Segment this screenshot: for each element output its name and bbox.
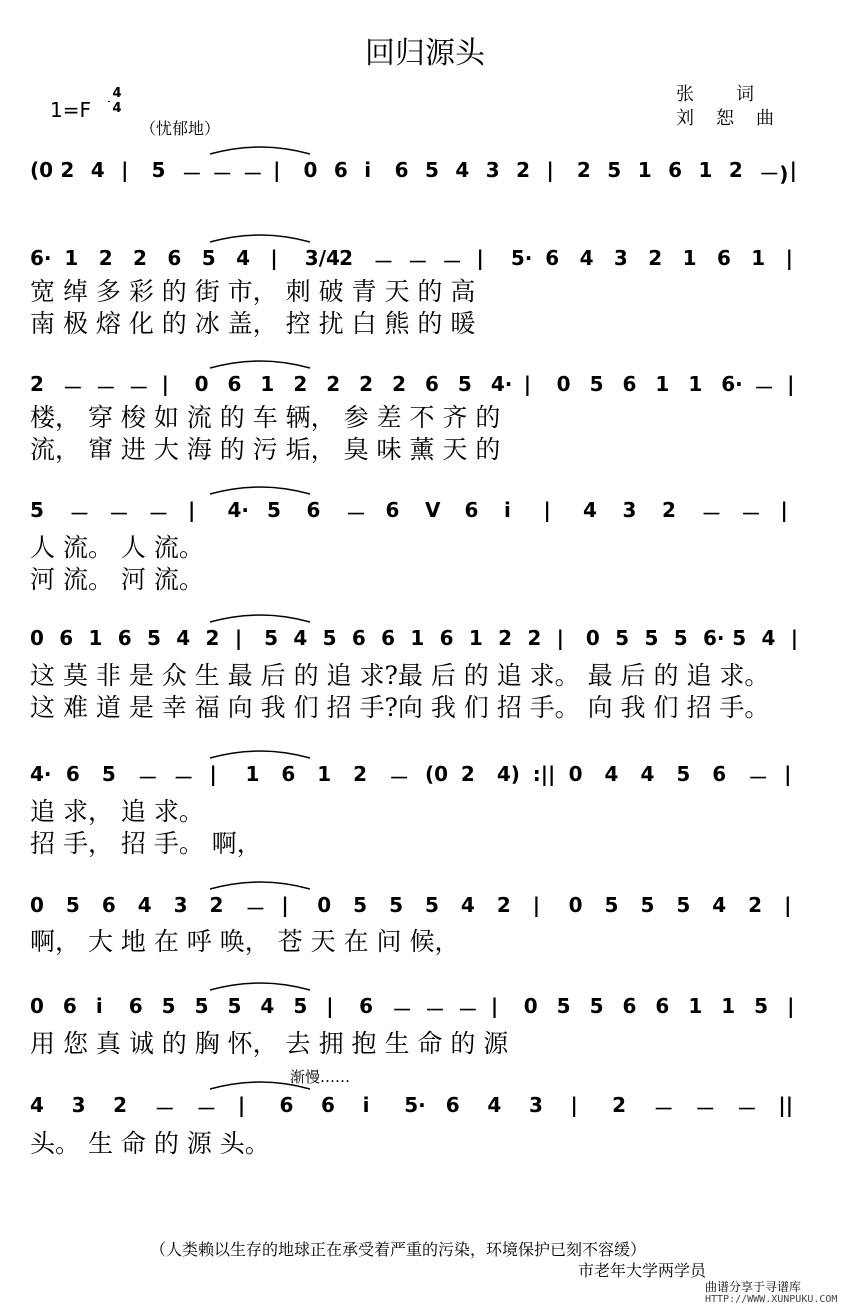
note: －	[245, 897, 266, 921]
note: 3	[613, 246, 628, 270]
note: 2	[496, 893, 511, 917]
note: 0	[303, 158, 318, 182]
note: 1	[245, 762, 260, 786]
note: －	[389, 766, 410, 790]
note: 6	[712, 762, 727, 786]
note: 5	[604, 893, 619, 917]
note: －	[754, 376, 775, 400]
barline: |	[532, 893, 541, 917]
note: 6	[281, 762, 296, 786]
barline: |	[237, 1093, 246, 1117]
barline: |	[570, 1093, 578, 1117]
note: －	[653, 1097, 674, 1121]
lyric-line: 这 难 道 是 幸 福 向 我 们 招 手?向 我 们 招 手。 向 我 们 招 手。	[30, 693, 770, 722]
note: 1	[655, 372, 670, 396]
note: 2	[662, 498, 676, 522]
note: －	[181, 162, 202, 186]
note: 5	[676, 762, 691, 786]
note: 4·	[30, 762, 52, 786]
note: 1	[751, 246, 766, 270]
note: －	[346, 502, 366, 526]
note: 5	[457, 372, 472, 396]
note: 1	[698, 158, 713, 182]
note: 0	[30, 893, 44, 917]
lyric-line: 流， 窜 进 大 海 的 污 垢， 臭 味 薰 天 的	[30, 435, 501, 464]
note: (0	[425, 762, 449, 786]
note: 0	[568, 893, 583, 917]
note: 2	[748, 893, 763, 917]
note: 6	[439, 626, 454, 650]
time-signature-bottom: 4	[112, 101, 122, 116]
note: 6·	[721, 372, 743, 396]
note: i	[362, 1093, 370, 1117]
note: 1	[688, 994, 703, 1018]
note: －	[109, 502, 129, 526]
note: 4	[455, 158, 470, 182]
note: 2	[516, 158, 531, 182]
note: 2	[30, 372, 44, 396]
note: 3	[173, 893, 188, 917]
note: 3	[528, 1093, 543, 1117]
note: －	[148, 502, 169, 526]
note: 0	[523, 994, 538, 1018]
note: －	[137, 766, 158, 790]
barline: |	[490, 994, 499, 1018]
note: －	[69, 502, 90, 526]
note: 2	[392, 372, 406, 396]
note: －	[695, 1097, 716, 1121]
note: 6	[622, 994, 637, 1018]
note: 2	[612, 1093, 627, 1117]
note: －	[95, 376, 116, 400]
barline: |	[790, 626, 799, 650]
note: 5	[673, 626, 688, 650]
note: 6	[655, 994, 670, 1018]
note: 5	[425, 893, 439, 917]
note: 4	[90, 158, 105, 182]
note: 5	[353, 893, 368, 917]
note: 6	[279, 1093, 294, 1117]
note: －	[173, 766, 194, 790]
note: －	[407, 250, 428, 274]
note: －	[736, 1097, 757, 1121]
note: 2	[359, 372, 374, 396]
note: 6·	[30, 246, 52, 270]
note: 6	[59, 626, 74, 650]
note: －	[701, 502, 722, 526]
note: 4	[604, 762, 619, 786]
barline: |	[780, 498, 788, 522]
note: 5	[589, 372, 604, 396]
note: 2	[209, 893, 224, 917]
note: －	[128, 376, 149, 400]
note: －	[442, 250, 463, 274]
tempo-change-marking: 渐慢……	[290, 1068, 351, 1086]
barline: |	[273, 158, 281, 182]
note: 3/4	[304, 246, 340, 270]
note: －	[392, 998, 413, 1022]
lyric-line: 这 莫 非 是 众 生 最 后 的 追 求?最 后 的 追 求。 最 后 的 追 求。	[30, 661, 770, 690]
lyric-line: 头。 生 命 的 源 头。	[30, 1129, 270, 1158]
note: 3	[485, 158, 500, 182]
lyric-line: 南 极 熔 化 的 冰 盖， 控 扰 白 熊 的 暖	[30, 309, 476, 338]
note: 3	[71, 1093, 86, 1117]
barline: |	[787, 994, 795, 1018]
note: 1	[410, 626, 425, 650]
note: 2	[648, 246, 663, 270]
lyric-line: 追 求， 追 求。	[30, 797, 204, 826]
note: －	[425, 998, 445, 1022]
note: 2	[728, 158, 743, 182]
note: 4)	[496, 762, 520, 786]
note: 1	[721, 994, 736, 1018]
note: 1	[468, 626, 483, 650]
barline: |	[270, 246, 278, 270]
note: 6	[128, 994, 143, 1018]
note: －	[154, 1097, 175, 1121]
note: 6	[101, 893, 116, 917]
footer-author: 市老年大学两学员	[578, 1261, 707, 1280]
note: 4	[260, 994, 275, 1018]
lyric-line: 楼， 穿 梭 如 流 的 车 辆， 参 差 不 齐 的	[30, 403, 501, 432]
note: 5	[267, 498, 281, 522]
lyric-line: 河 流。 河 流。	[30, 565, 204, 594]
note: 5	[65, 893, 80, 917]
note: 6	[333, 158, 348, 182]
lyric-line: 人 流。 人 流。	[30, 533, 204, 562]
note: 1	[317, 762, 332, 786]
note: 4	[583, 498, 597, 522]
note: 1	[88, 626, 103, 650]
note: 2	[98, 246, 113, 270]
note: 5	[589, 994, 604, 1018]
note: 5	[640, 893, 655, 917]
note: 0	[568, 762, 583, 786]
barline: |	[784, 762, 792, 786]
note: 4	[176, 626, 191, 650]
tempo-marking: （忧郁地）	[140, 119, 221, 138]
note: 5	[425, 158, 439, 182]
note: 5	[607, 158, 622, 182]
note: 4	[30, 1093, 44, 1117]
barline: |	[234, 626, 243, 650]
note: 4	[761, 626, 776, 650]
note: 6	[425, 372, 439, 396]
note: 5·	[510, 246, 533, 270]
note: 2	[205, 626, 220, 650]
barline: :||	[532, 762, 556, 786]
note: 5	[322, 626, 337, 650]
note: －	[242, 162, 263, 186]
note: 6	[306, 498, 321, 522]
note: 0	[556, 372, 571, 396]
note: 5	[201, 246, 216, 270]
barline: |	[787, 372, 795, 396]
note: 5	[754, 994, 769, 1018]
note: 5	[732, 626, 747, 650]
note: 1	[637, 158, 652, 182]
note: 5	[615, 626, 630, 650]
note: 4·	[227, 498, 250, 522]
note: 5	[30, 498, 44, 522]
note: 4	[137, 893, 152, 917]
note: 5·	[404, 1093, 426, 1117]
note: 6	[668, 158, 682, 182]
footnote: （人类赖以生存的地球正在承受着严重的污染，环境保护已刻不容缓）	[150, 1240, 647, 1259]
note: 2	[133, 246, 147, 270]
note: 5	[644, 626, 659, 650]
note: 5	[147, 626, 161, 650]
barline: |	[281, 893, 289, 917]
barline: |	[188, 498, 196, 522]
note: 2	[113, 1093, 128, 1117]
note: 0	[194, 372, 209, 396]
note: 5	[194, 994, 209, 1018]
note: －	[212, 162, 233, 186]
lyricist-credit: 张 词	[676, 84, 756, 105]
note: 6	[167, 246, 182, 270]
lyric-line: 用 您 真 诚 的 胸 怀， 去 拥 抱 生 命 的 源	[30, 1029, 509, 1058]
note: 6	[545, 246, 560, 270]
lyric-line: 啊， 大 地 在 呼 唤， 苍 天 在 问 候，	[30, 927, 460, 956]
note: 3	[622, 498, 637, 522]
note: 6	[321, 1093, 335, 1117]
barline: |	[121, 158, 129, 182]
note: 6	[227, 372, 242, 396]
note: 1	[260, 372, 275, 396]
note: 2	[527, 626, 542, 650]
note: 6	[464, 498, 479, 522]
note: 2	[498, 626, 513, 650]
barline: |	[543, 498, 551, 522]
barline: |	[784, 893, 792, 917]
note: 6	[117, 626, 132, 650]
note: 4	[293, 626, 308, 650]
note: －	[741, 502, 761, 526]
page-title: 回归源头	[365, 36, 485, 71]
note: 4·	[490, 372, 513, 396]
note: 6	[381, 626, 396, 650]
note: 1	[64, 246, 79, 270]
time-signature-top: 4	[112, 86, 122, 101]
note: 6·	[702, 626, 725, 650]
lyric-line: 招 手， 招 手。 啊，	[30, 829, 262, 858]
barline: |	[476, 246, 484, 270]
barline: |	[523, 372, 532, 396]
note: 0	[30, 994, 44, 1018]
note: 6	[351, 626, 366, 650]
note: 6	[622, 372, 637, 396]
note: －)	[759, 162, 789, 186]
watermark-text: 曲谱分享于寻谱库	[705, 1280, 802, 1294]
note: 6	[359, 994, 374, 1018]
note: 6	[62, 994, 77, 1018]
barline: ||	[778, 1093, 794, 1117]
note: i	[364, 158, 372, 182]
note: 2	[293, 372, 308, 396]
note: －	[748, 766, 769, 790]
note: 0	[317, 893, 332, 917]
note: 0	[30, 626, 44, 650]
note: －	[196, 1097, 217, 1121]
note: i	[95, 994, 103, 1018]
note: 4	[640, 762, 655, 786]
note: －	[373, 250, 394, 274]
note: 0	[585, 626, 600, 650]
note: 6	[385, 498, 400, 522]
note: 2	[326, 372, 341, 396]
note: －	[457, 998, 478, 1022]
note: 5	[101, 762, 116, 786]
note: 5	[293, 994, 308, 1018]
note: 4	[487, 1093, 502, 1117]
note: 2	[60, 158, 75, 182]
note: 2	[460, 762, 475, 786]
note: 5	[227, 994, 242, 1018]
note: 4	[460, 893, 475, 917]
watermark-url: HTTP://WWW.XUNPUKU.COM	[705, 1294, 838, 1305]
note: 2	[353, 762, 368, 786]
note: 6	[716, 246, 731, 270]
barline: |	[546, 158, 554, 182]
lyric-line: 宽 绰 多 彩 的 街 市， 刺 破 青 天 的 高	[30, 277, 476, 306]
barline: |	[209, 762, 217, 786]
note: 6	[65, 762, 80, 786]
note: 1	[688, 372, 703, 396]
note: 2	[576, 158, 591, 182]
barline: |	[789, 158, 797, 182]
note: 5	[676, 893, 691, 917]
note: 6	[445, 1093, 460, 1117]
note: 5	[389, 893, 403, 917]
note: 4	[236, 246, 250, 270]
note: 2	[339, 246, 354, 270]
note: 5	[151, 158, 166, 182]
note: V	[425, 498, 441, 522]
note: 6	[394, 158, 409, 182]
note: －	[62, 376, 83, 400]
note: 4	[712, 893, 727, 917]
note: i	[504, 498, 511, 522]
note: 5	[556, 994, 571, 1018]
composer-credit: 刘 恕 曲	[676, 108, 776, 129]
barline: |	[161, 372, 169, 396]
note: 5	[161, 994, 176, 1018]
note: 4	[579, 246, 594, 270]
barline: |	[785, 246, 793, 270]
key-signature: 1=F	[50, 98, 91, 122]
note: 1	[682, 246, 697, 270]
note: (0	[30, 158, 54, 182]
note: 5	[264, 626, 278, 650]
barline: |	[326, 994, 334, 1018]
barline: |	[556, 626, 564, 650]
